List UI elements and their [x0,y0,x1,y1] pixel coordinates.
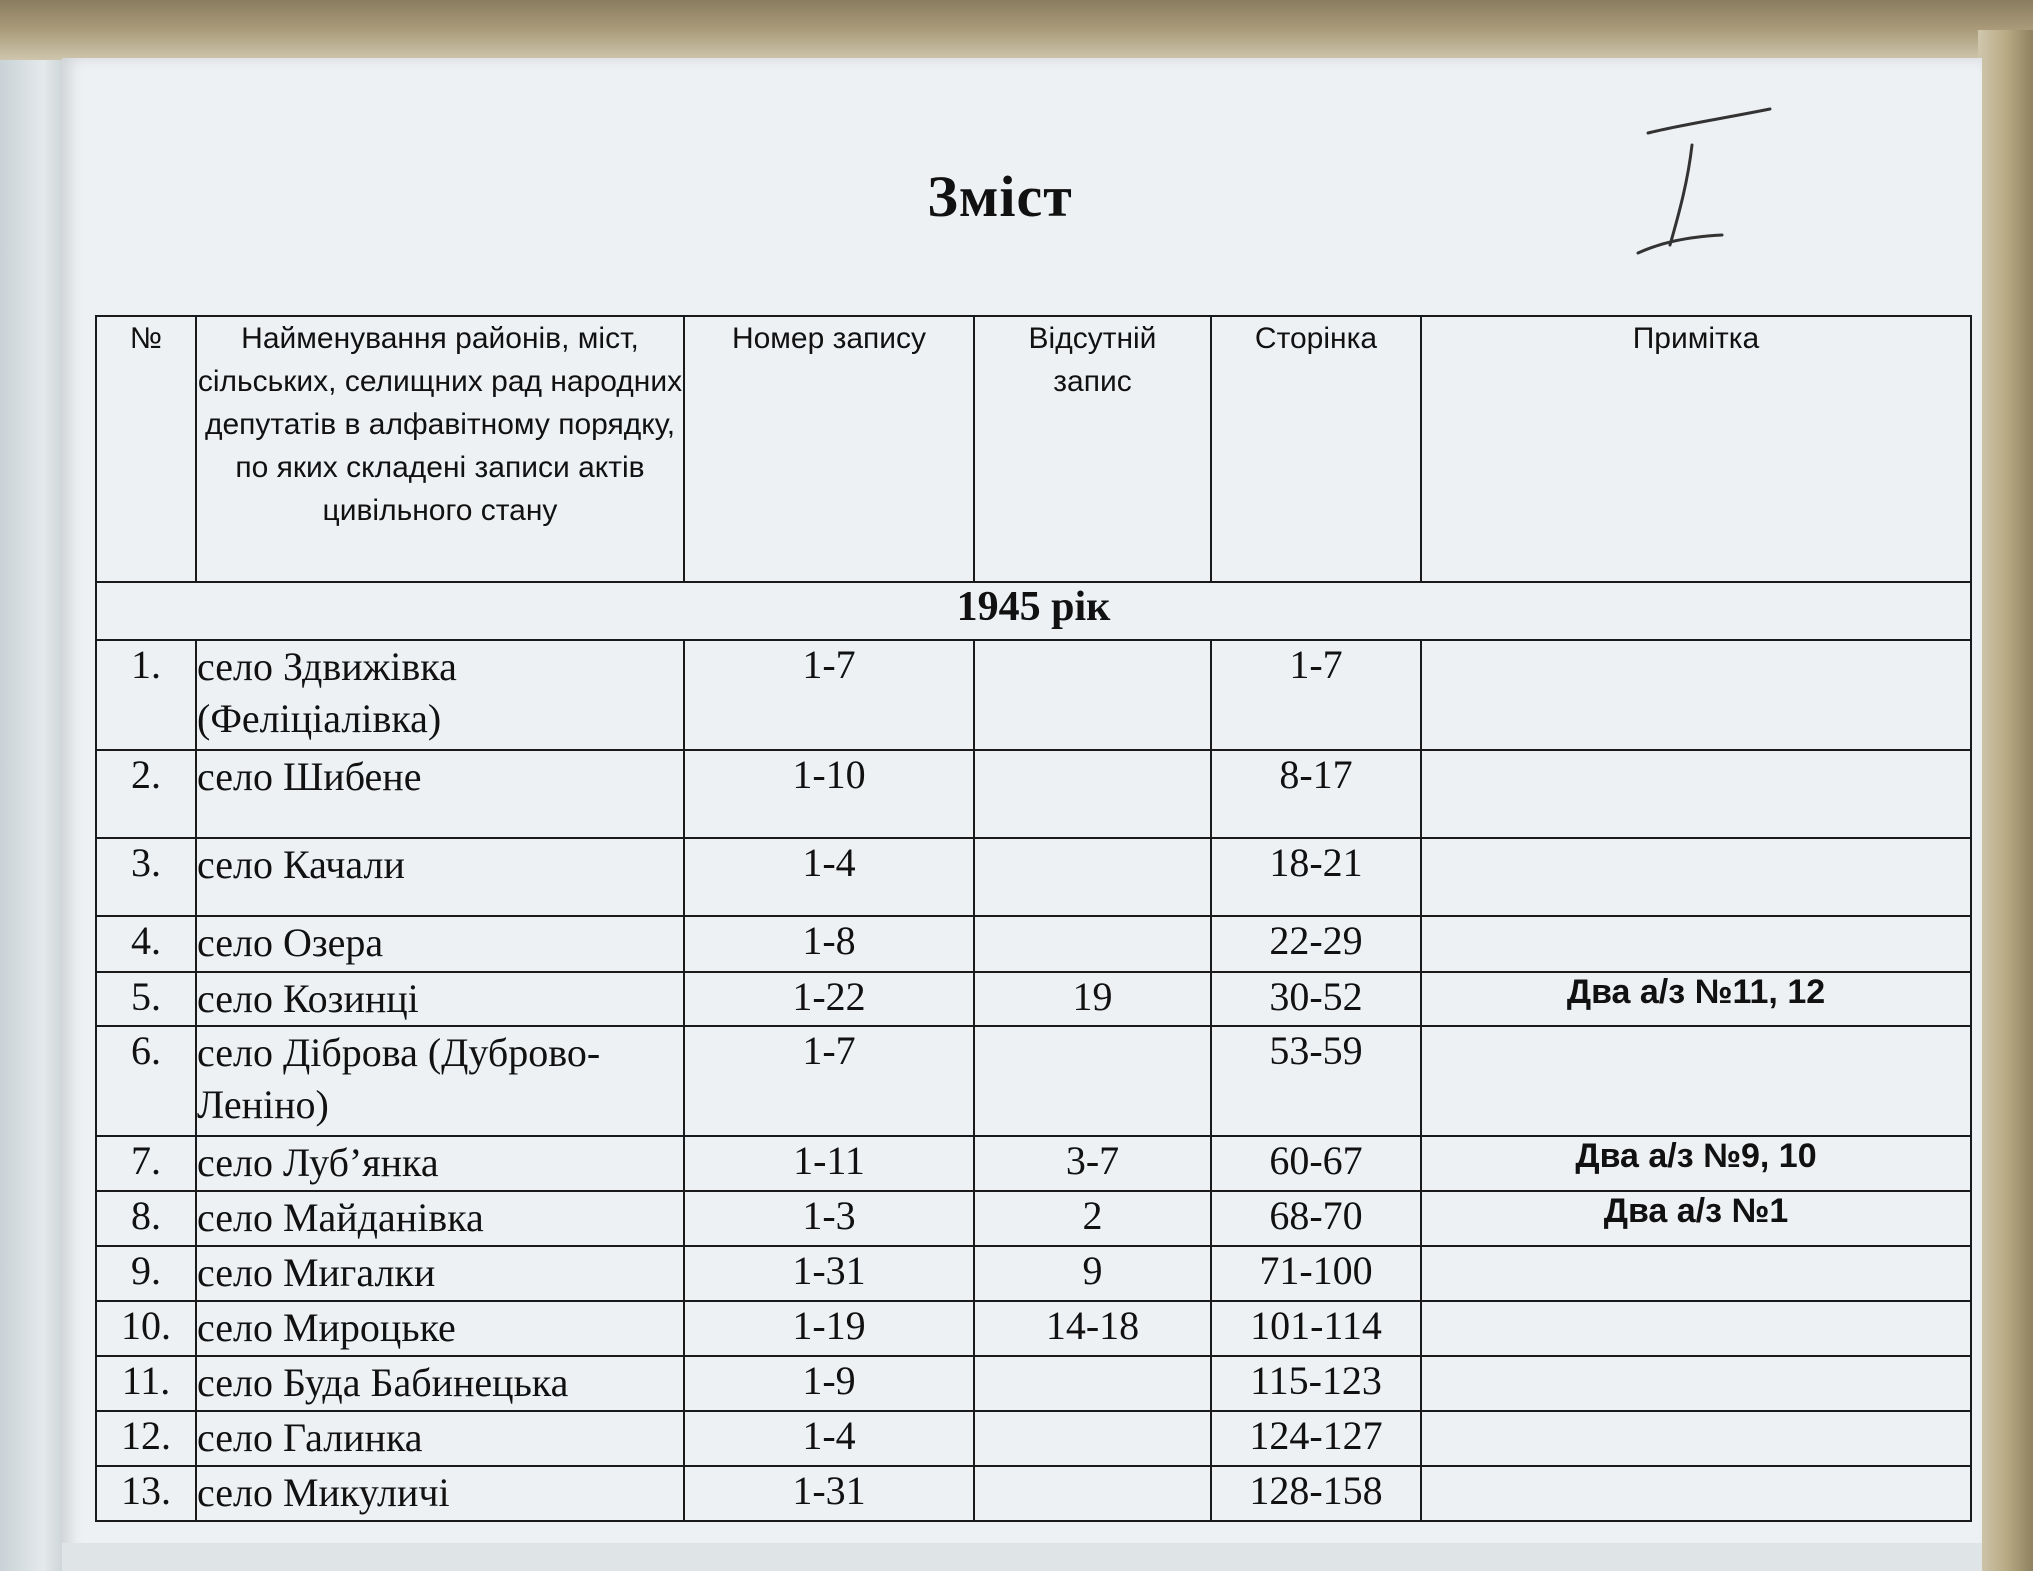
row-number: 1. [96,640,196,750]
row-number: 2. [96,750,196,838]
row-name: село Буда Бабинецька [196,1356,684,1411]
row-name: село Здвижівка (Феліціалівка) [196,640,684,750]
row-record: 1-31 [684,1246,974,1301]
row-missing [974,1356,1211,1411]
row-number: 12. [96,1411,196,1466]
row-page: 8-17 [1211,750,1421,838]
row-name: село Качали [196,838,684,916]
row-record: 1-31 [684,1466,974,1521]
table-header-row [96,316,1971,582]
row-note [1421,1466,1971,1521]
table-row [96,1136,1971,1191]
row-record: 1-19 [684,1301,974,1356]
row-page: 115-123 [1211,1356,1421,1411]
row-note [1421,1026,1971,1136]
table-row [96,1301,1971,1356]
header-page: Сторінка [1211,316,1421,582]
row-record: 1-10 [684,750,974,838]
row-page: 60-67 [1211,1136,1421,1191]
table-row [96,1356,1971,1411]
row-missing: 19 [974,972,1211,1026]
row-record: 1-3 [684,1191,974,1246]
header-name: Найменування районів, міст, сільських, селищних рад народних депутатів в алфавітному порядку, по яких складені записи актів цивільного стану [196,316,684,582]
handwritten-volume-mark [1630,105,1780,265]
table-row [96,750,1971,838]
row-record: 1-8 [684,916,974,972]
row-number: 8. [96,1191,196,1246]
row-page: 53-59 [1211,1026,1421,1136]
row-note [1421,838,1971,916]
row-page: 22-29 [1211,916,1421,972]
row-number: 4. [96,916,196,972]
row-number: 10. [96,1301,196,1356]
year-row [96,582,1971,640]
row-missing [974,838,1211,916]
row-note [1421,750,1971,838]
row-number: 3. [96,838,196,916]
table-row [96,972,1971,1026]
table-row [96,1466,1971,1521]
row-record: 1-7 [684,1026,974,1136]
row-missing: 9 [974,1246,1211,1301]
row-page: 128-158 [1211,1466,1421,1521]
table-row [96,640,1971,750]
row-name: село Микуличі [196,1466,684,1521]
row-missing [974,1411,1211,1466]
row-record: 1-22 [684,972,974,1026]
row-note: Два а/з №11, 12 [1421,972,1971,1026]
row-number: 11. [96,1356,196,1411]
table-row [96,1026,1971,1136]
row-record: 1-7 [684,640,974,750]
row-missing [974,750,1211,838]
header-missing-record: Відсутній запис [974,316,1211,582]
row-missing [974,1466,1211,1521]
row-record: 1-4 [684,1411,974,1466]
row-missing: 3-7 [974,1136,1211,1191]
row-note: Два а/з №1 [1421,1191,1971,1246]
table-row [96,1191,1971,1246]
row-missing: 2 [974,1191,1211,1246]
table-row [96,916,1971,972]
row-page: 68-70 [1211,1191,1421,1246]
row-name: село Мироцьке [196,1301,684,1356]
row-name: село Галинка [196,1411,684,1466]
row-note [1421,1246,1971,1301]
row-record: 1-9 [684,1356,974,1411]
row-number: 13. [96,1466,196,1521]
row-page: 124-127 [1211,1411,1421,1466]
header-record-number: Номер запису [684,316,974,582]
document-title: Зміст [927,164,1073,229]
contents-table [95,315,1972,1522]
row-page: 1-7 [1211,640,1421,750]
row-name: село Козинці [196,972,684,1026]
row-missing: 14-18 [974,1301,1211,1356]
row-name: село Шибене [196,750,684,838]
row-name: село Озера [196,916,684,972]
page-bottom-edge [62,1543,1982,1571]
row-note [1421,640,1971,750]
header-number: № [96,316,196,582]
row-number: 7. [96,1136,196,1191]
row-note [1421,916,1971,972]
row-missing [974,1026,1211,1136]
row-name: село Мигалки [196,1246,684,1301]
row-note [1421,1356,1971,1411]
row-missing [974,916,1211,972]
row-record: 1-4 [684,838,974,916]
row-record: 1-11 [684,1136,974,1191]
year-label: 1945 рік [96,582,1971,640]
row-missing [974,640,1211,750]
header-note: Примітка [1421,316,1971,582]
row-note [1421,1411,1971,1466]
row-page: 18-21 [1211,838,1421,916]
row-note [1421,1301,1971,1356]
binder-right-edge [1978,30,2033,1571]
row-page: 71-100 [1211,1246,1421,1301]
row-number: 9. [96,1246,196,1301]
left-page-edge [0,60,62,1571]
row-note: Два а/з №9, 10 [1421,1136,1971,1191]
table-row [96,1246,1971,1301]
row-name: село Луб’янка [196,1136,684,1191]
row-name: село Майданівка [196,1191,684,1246]
row-page: 30-52 [1211,972,1421,1026]
table-row [96,1411,1971,1466]
row-number: 6. [96,1026,196,1136]
row-page: 101-114 [1211,1301,1421,1356]
row-number: 5. [96,972,196,1026]
table-row [96,838,1971,916]
row-name: село Діброва (Дуброво-Леніно) [196,1026,684,1136]
